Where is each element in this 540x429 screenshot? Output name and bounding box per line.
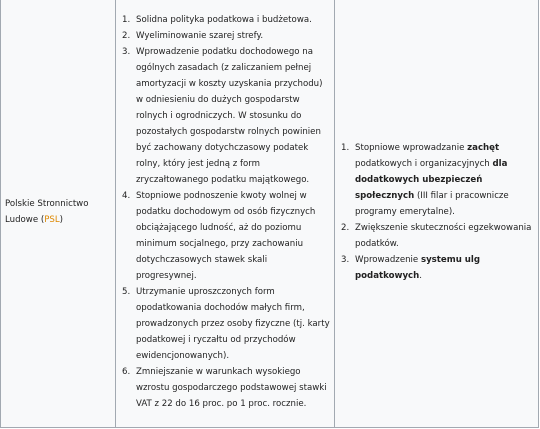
item-text xyxy=(355,252,532,284)
text-fragment: Zwiększenie skuteczności egzekwowania podatków. xyxy=(355,223,532,249)
text-fragment: . xyxy=(419,271,422,281)
text-fragment: podatkowych i organizacyjnych xyxy=(355,159,493,169)
tax-policy-list xyxy=(120,12,330,412)
item-number: 1. xyxy=(341,143,350,153)
item-text: Utrzymanie uproszczonych form opodatkowania dochodów małych firm, prowadzonych przez osoby fizyczne (tj. karty podatkowej i ryczałtu od przychodów ewidencjonowanych). xyxy=(136,287,330,361)
other-policy-item xyxy=(339,252,532,284)
tax-policy-item xyxy=(120,284,330,364)
bold-phrase: zachęt xyxy=(467,143,500,153)
item-number: 3. xyxy=(122,47,131,57)
item-number: 3. xyxy=(341,255,350,265)
item-text: Wprowadzenie podatku dochodowego na ogólnych zasadach (z zaliczaniem pełnej amortyzacji w koszty uzyskania przychodu) w odniesieniu do dużych gospodarstw rolnych i ogrodniczych. W stosunku do pozostałych gospodarstw rolnych powinien być zachowany dotychczasowy podatek rolny, który jest jedną z form zryczałtowanego podatku majątkowego. xyxy=(136,47,323,185)
other-policy-cell xyxy=(335,0,539,428)
item-number: 5. xyxy=(122,287,131,297)
item-number: 2. xyxy=(341,223,350,233)
item-text xyxy=(355,140,532,220)
tax-policy-item xyxy=(120,28,330,44)
other-policy-list xyxy=(339,140,532,284)
item-number: 1. xyxy=(122,15,131,25)
tax-policy-item xyxy=(120,188,330,284)
item-text: Solidna polityka podatkowa i budżetowa. xyxy=(136,15,312,25)
item-text: Wyeliminowanie szarej strefy. xyxy=(136,31,264,41)
item-number: 2. xyxy=(122,31,131,41)
item-text: Stopniowe podnoszenie kwoty wolnej w podatku dochodowym od osób fizycznych obciążającego ludność, aż do poziomu minimum socjalnego, przy zachowaniu dotychczasowych stawek skali progresywnej. xyxy=(136,191,316,281)
other-policy-item xyxy=(339,220,532,252)
bold-phrase: systemu ulg podatkowych xyxy=(355,255,481,281)
text-fragment: Wprowadzenie xyxy=(355,255,421,265)
tax-policy-item xyxy=(120,12,330,28)
item-text: Zmniejszanie w warunkach wysokiego wzrostu gospodarczego podstawowej stawki VAT z 22 do 16 proc. po 1 proc. rocznie. xyxy=(136,367,327,409)
tax-policy-item xyxy=(120,364,330,412)
other-policy-item xyxy=(339,140,532,220)
item-number: 6. xyxy=(122,367,131,377)
text-fragment: (III filar i pracownicze programy emerytalne). xyxy=(355,191,509,217)
bold-phrase: dla dodatkowych ubezpieczeń społecznych xyxy=(355,159,508,201)
table-row xyxy=(1,0,539,428)
party-name: Polskie Stronnictwo Ludowe ( xyxy=(5,199,89,225)
tax-policy-item xyxy=(120,44,330,188)
party-abbr-link[interactable]: PSL xyxy=(44,215,60,225)
item-number: 4. xyxy=(122,191,131,201)
party-cell xyxy=(1,0,116,428)
tax-policy-cell xyxy=(116,0,335,428)
party-close-paren: ) xyxy=(59,215,63,225)
item-text xyxy=(355,220,532,252)
text-fragment: Stopniowe wprowadzanie xyxy=(355,143,468,153)
